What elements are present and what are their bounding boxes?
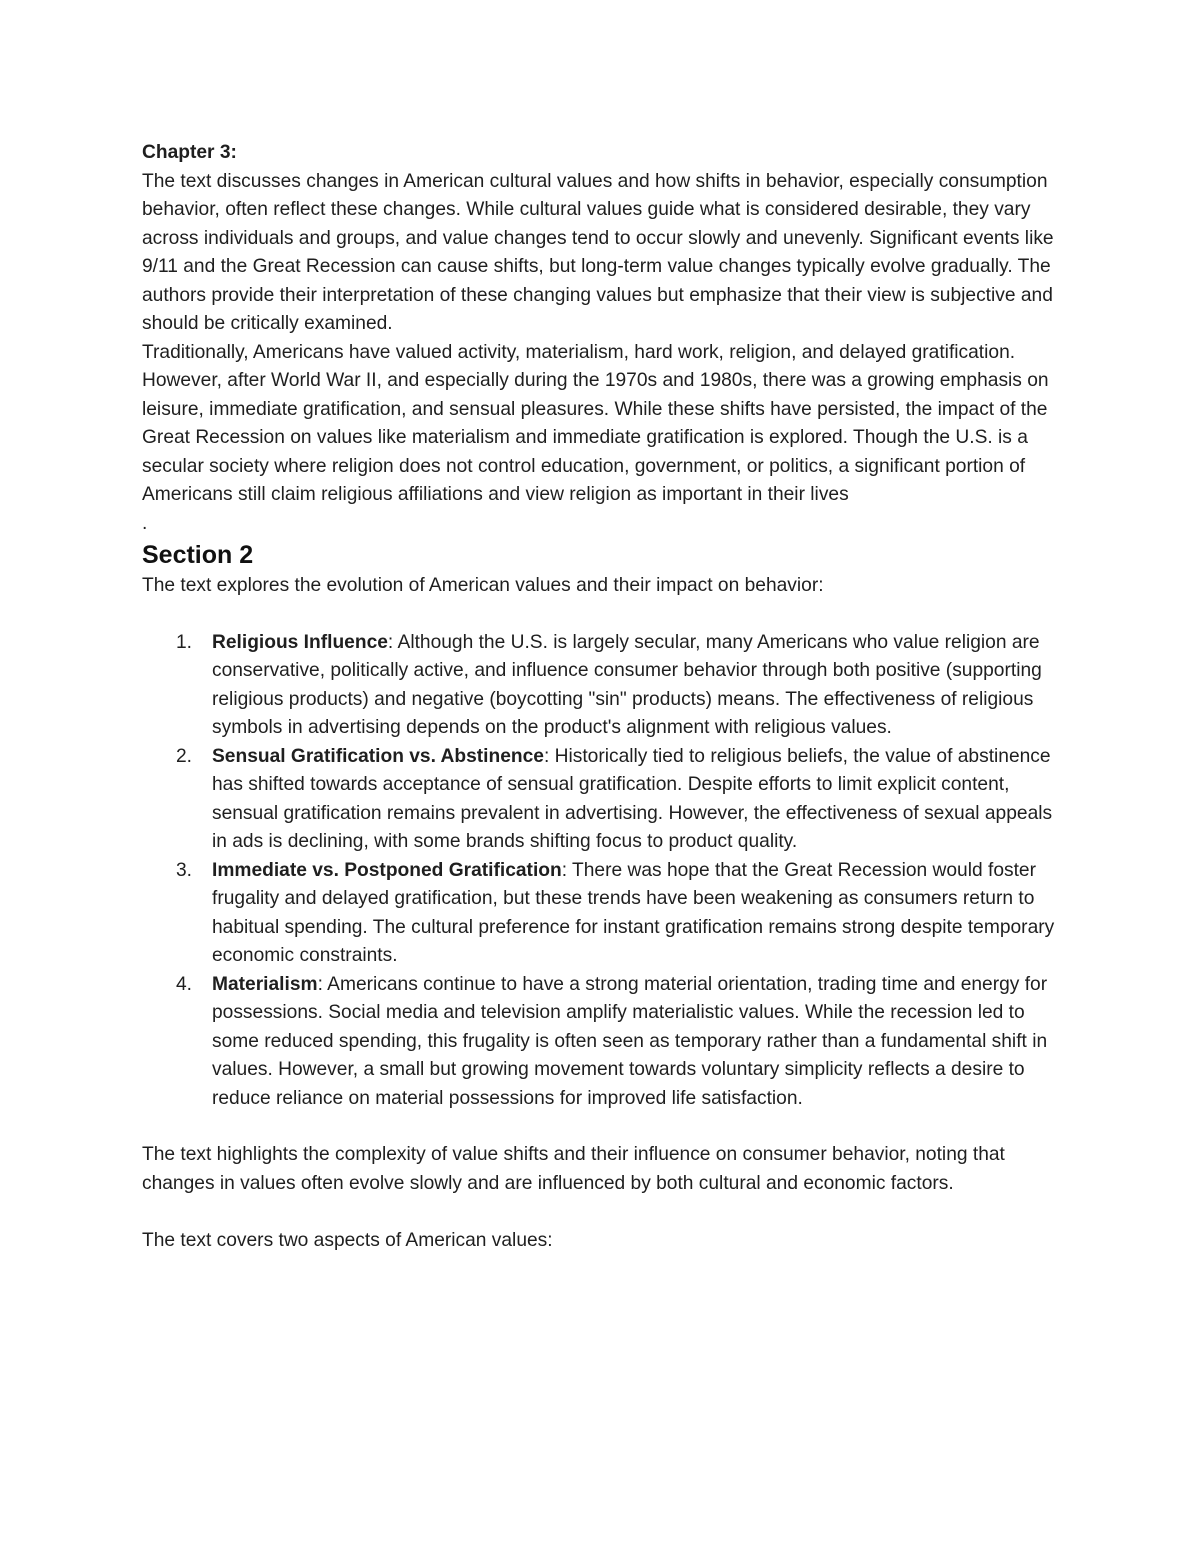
chapter-title: Chapter 3: xyxy=(142,142,237,163)
list-item-sensual-gratification xyxy=(176,743,1062,857)
list-item-text: : There was hope that the Great Recession would foster frugality and delayed gratification, but these trends have been weakening as consumers return to habitual spending. The cultural preference for instant gratification remains strong despite temporary economic constraints. xyxy=(212,859,1055,966)
closing-paragraph: The text highlights the complexity of value shifts and their influence on consumer behavior, noting that changes in values often evolve slowly and are influenced by both cultural and economic factors. xyxy=(142,1144,1005,1194)
list-item-immediate-gratification xyxy=(176,857,1062,971)
list-item-materialism xyxy=(176,971,1062,1114)
list-item-religious-influence xyxy=(176,629,1062,743)
list-item-text: : Although the U.S. is largely secular, many Americans who value religion are conservative, politically active, and influence consumer behavior through both positive (supporting religious products) and negative (boycotting "sin" products) means. The effectiveness of religious symbols in advertising depends on the product's alignment with religious values. xyxy=(212,631,1042,738)
section-intro: The text explores the evolution of American values and their impact on behavior: xyxy=(142,575,824,596)
list-item-text: : Americans continue to have a strong material orientation, trading time and energy for possessions. Social media and television amplify materialistic values. While the recession led to some reduced spending, this frugality is often seen as temporary rather than a fundamental shift in values. However, a small but growing movement towards voluntary simplicity reflects a desire to reduce reliance on material possessions for improved life satisfaction. xyxy=(212,973,1048,1109)
list-item-term: Immediate vs. Postponed Gratification xyxy=(212,859,562,881)
chapter-paragraph-1: The text discusses changes in American cultural values and how shifts in behavior, especially consumption behavior, often reflect these changes. While cultural values guide what is considered desirable, they vary across individuals and groups, and value changes tend to occur slowly and unevenly. Significant events like 9/11 and the Great Recession can cause shifts, but long-term value changes typically evolve gradually. The authors provide their interpretation of these changing values but emphasize that their view is subjective and should be critically examined. xyxy=(142,170,1054,334)
final-line: The text covers two aspects of American values: xyxy=(142,1229,553,1251)
paragraph-gap xyxy=(142,1198,1062,1227)
list-item-term: Religious Influence xyxy=(212,631,388,653)
list-item-number: 3. xyxy=(176,859,193,881)
list-item-text: : Historically tied to religious beliefs, the value of abstinence has shifted towards acceptance of sensual gratification. Despite efforts to limit explicit content, sensual gratification remains prevalent in advertising. However, the effectiveness of sexual appeals in ads is declining, with some brands shifting focus to product quality. xyxy=(212,745,1053,852)
section-title: Section 2 xyxy=(142,541,254,569)
chapter-paragraph-2: Traditionally, Americans have valued activity, materialism, hard work, religion, and delayed gratification. However, after World War II, and especially during the 1970s and 1980s, there was a growing emphasis on leisure, immediate gratification, and sensual pleasures. While these shifts have persisted, the impact of the Great Recession on values like materialism and immediate gratification is explored. Though the U.S. is a secular society where religion does not control education, government, or politics, a significant portion of Americans still claim religious affiliations and view religion as important in their lives xyxy=(142,341,1049,505)
list-item-number: 1. xyxy=(176,631,193,653)
list-item-number: 2. xyxy=(176,745,193,767)
list-item-term: Sensual Gratification vs. Abstinence xyxy=(212,745,544,767)
values-list xyxy=(142,629,1062,1114)
list-item-number: 4. xyxy=(176,973,193,995)
list-item-term: Materialism xyxy=(212,973,318,995)
stray-dot: . xyxy=(142,512,148,534)
document-page xyxy=(142,139,1062,1255)
